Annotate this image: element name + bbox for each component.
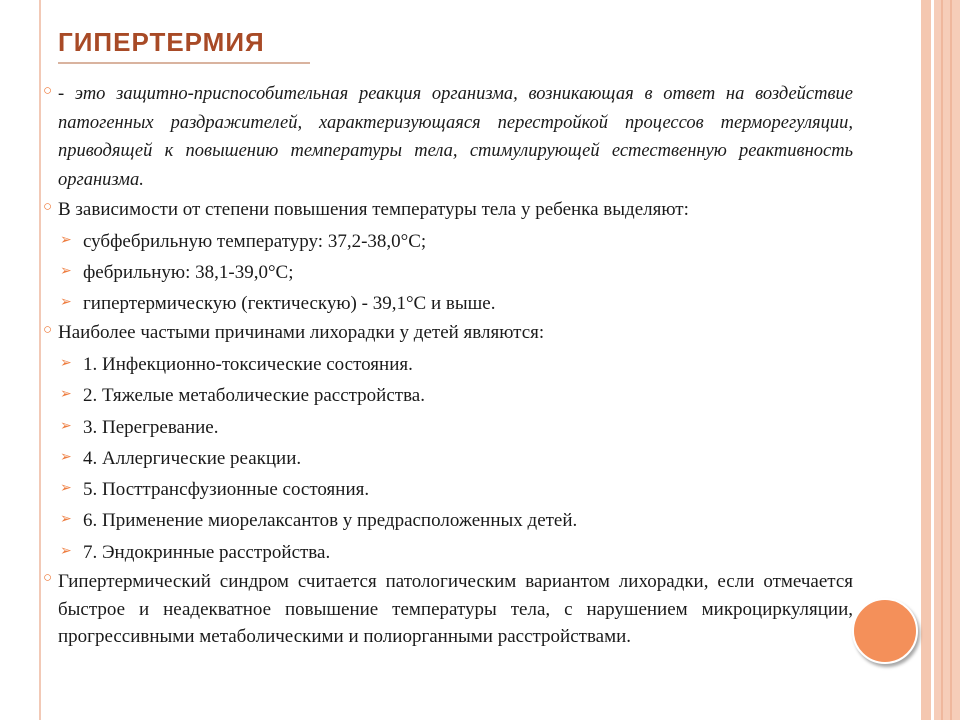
list-item: ➢ гипертермическую (гектическую) - 39,1°С и выше. (43, 288, 853, 319)
arrow-bullet-icon: ➢ (60, 543, 72, 559)
circle-bullet-icon: ○ (43, 199, 53, 215)
arrow-bullet-icon: ➢ (60, 512, 72, 528)
list-item: ➢ 2. Тяжелые метаболические расстройства. (43, 380, 853, 411)
list-item: ➢ субфебрильную температуру: 37,2-38,0°С; (43, 226, 853, 257)
arrow-bullet-icon: ➢ (60, 264, 72, 279)
arrow-bullet-icon: ➢ (60, 295, 72, 310)
list-item: ➢ 7. Эндокринные расстройства. (43, 537, 853, 568)
causes-intro-text: Наиболее частыми причинами лихорадки у детей являются: (58, 322, 545, 343)
definition-paragraph (43, 80, 853, 194)
title-underline (58, 62, 310, 64)
right-decor-stripe (921, 0, 931, 720)
arrow-bullet-icon: ➢ (60, 356, 72, 371)
circle-bullet-icon: ○ (43, 570, 53, 587)
list-item: ➢ 1. Инфекционно-токсические состояния. (43, 349, 853, 380)
conclusion-paragraph (43, 568, 853, 651)
list-item: ➢ 4. Аллергические реакции. (43, 443, 853, 474)
list-item: ➢ 3. Перегревание. (43, 412, 853, 443)
list-item: ➢ фебрильную: 38,1-39,0°С; (43, 257, 853, 288)
circle-bullet-icon: ○ (43, 83, 53, 99)
right-decor-stripe (950, 0, 952, 720)
right-decor-stripe (934, 0, 960, 720)
causes-intro (43, 319, 853, 347)
degrees-list (43, 226, 853, 319)
causes-list (43, 349, 853, 568)
left-border-line (39, 0, 41, 720)
list-item: ➢ 5. Посттрансфузионные состояния. (43, 474, 853, 505)
circle-bullet-icon: ○ (43, 322, 53, 338)
slide-content (43, 80, 853, 651)
slide-title: ГИПЕРТЕРМИЯ (58, 27, 265, 57)
definition-text: - это защитно-приспособительная реакция организма, возникающая в ответ на воздействие патогенных раздражителей, характеризующаяся перестройкой процессов терморегуляции, приводящей к повышению температуры тела, стимулирующей естественную реактивность организма. (58, 84, 853, 190)
right-decor-stripe (941, 0, 943, 720)
arrow-bullet-icon: ➢ (60, 387, 72, 403)
arrow-bullet-icon: ➢ (60, 481, 72, 497)
degrees-intro (43, 196, 853, 224)
conclusion-text: Гипертермический синдром считается патологическим вариантом лихорадки, если отмечается быстрое и неадекватное повышение температуры тела, с нарушением микроциркуляции, прогрессивными метаболическими и полиорганными расстройствами. (58, 571, 853, 648)
list-item: ➢ 6. Применение миорелаксантов у предрасположенных детей. (43, 505, 853, 536)
degrees-intro-text: В зависимости от степени повышения температуры тела у ребенка выделяют: (58, 199, 689, 220)
arrow-bullet-icon: ➢ (60, 233, 72, 248)
decor-circle (852, 598, 918, 664)
arrow-bullet-icon: ➢ (60, 449, 72, 465)
arrow-bullet-icon: ➢ (60, 418, 72, 434)
